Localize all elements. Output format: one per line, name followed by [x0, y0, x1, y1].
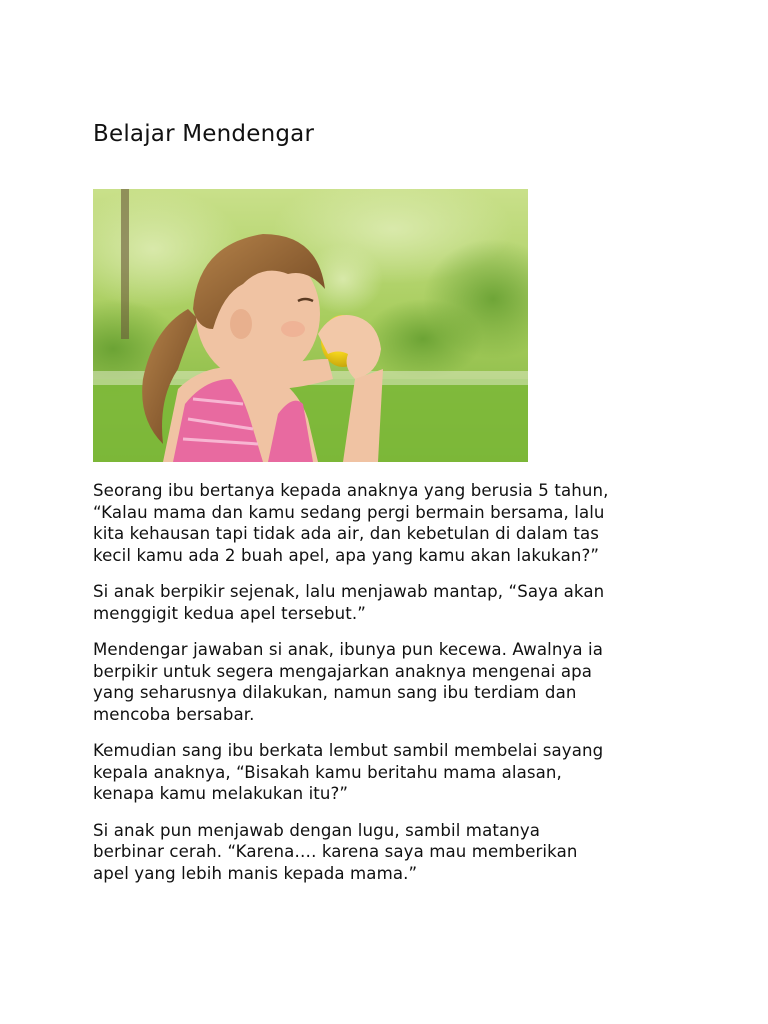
story-photo	[93, 189, 528, 462]
girl-eating-apple-image	[93, 189, 528, 462]
paragraph: Si anak berpikir sejenak, lalu menjawab mantap, “Saya akan menggigit kedua apel tersebut.”	[93, 582, 605, 623]
paragraph: Seorang ibu bertanya kepada anaknya yang berusia 5 tahun, “Kalau mama dan kamu sedang pergi bermain bersama, lalu kita kehausan tapi tidak ada air, dan kebetulan di dalam tas kecil kamu ada 2 buah apel, apa yang kamu akan lakukan?”	[93, 481, 609, 565]
paragraph: Mendengar jawaban si anak, ibunya pun kecewa. Awalnya ia berpikir untuk segera mengajarkan anaknya mengenai apa yang seharusnya dilakukan, namun sang ibu terdiam dan mencoba bersabar.	[93, 640, 603, 724]
paragraph: Si anak pun menjawab dengan lugu, sambil matanya berbinar cerah. “Karena…. karena saya mau memberikan apel yang lebih manis kepada mama.”	[93, 820, 578, 883]
paragraph: Kemudian sang ibu berkata lembut sambil membelai sayang kepala anaknya, “Bisakah kamu beritahu mama alasan, kenapa kamu melakukan itu?”	[93, 741, 604, 803]
story-body	[93, 480, 693, 899]
page-title: Belajar Mendengar	[93, 121, 315, 147]
